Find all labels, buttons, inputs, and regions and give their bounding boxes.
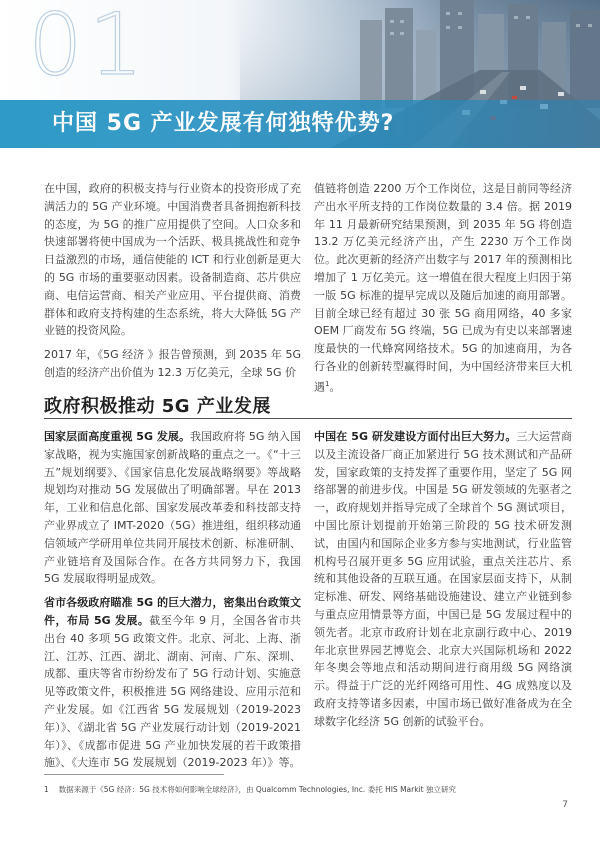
intro-paragraph-2: 2017 年，《5G 经济 》报告曾预测，到 2035 年 5G 创造的经济产出价值为 12.3 万亿美元，全球 5G 价 — [44, 348, 301, 379]
intro-right-column — [314, 180, 572, 402]
intro-paragraph-3-text: 值链将创造 2200 万个工作岗位，这是目前同等经济产出水平所支持的工作岗位数量的 3.4 倍。据 2019 年 11 月最新研究结果预测，到 2035 年 5G 将创造 13.2 万亿美元经济产出，产生 2230 万个工作岗位。此次更新的经济产出数字与 2017 年的预测相比增加了 1 万亿美元。这一增值在很大程度上归因于第一版 5G 标准的提早完成以及随后加速的商用部署。目前全球已经有超过 30 张 5G 商用网络，40 多家 OEM 厂商发布 5G 终端，5G 已成为有史以来部署速度最快的一代蜂窝网络技术。5G 的加速商用，为各行各业的创新转型赢得时间，为中国经济带来巨大机遇 — [314, 182, 572, 394]
section-paragraph-3-body: 三大运营商以及主流设备厂商正加紧进行 5G 技术测试和产品研发，国家政策的支持发挥了重要作用，坚定了 5G 网络部署的前进步伐。中国是 5G 研发领域的先驱者之一，政府规划并指导完成了全球首个 5G 测试项目，中国比原计划提前开始第三阶段的 5G 技术研发测试，由国内和国际企业多方参与实地测试，行业监管机构号召展开更多 5G 应用试验，重点关注芯片、系统和其他设备的互联互通。在国家层面支持下，从制定标准、研发、网络基础设施建设、建立产业链到参与重点应用情景等方面，中国已是 5G 发展过程中的领先者。北京市政府计划在北京副行政中心、2019 年北京世界园艺博览会、北京大兴国际机场和 2022 年冬奥会等地点和活动期间进行商用级 5G 网络演示。得益于广泛的光纤网络可用性、4G 成熟度以及政府支持等诸多因素，中国市场已做好准备成为在全球数字化经济 5G 创新的试验平台。 — [314, 430, 572, 728]
section-paragraph-1-body: 我国政府将 5G 纳入国家战略，视为实施国家创新战略的重点之一。《“十三五”规划纲要》、《国家信息化发展战略纲要》等战略规划均对推动 5G 发展做出了明确部署。早在 2013 年，工业和信息化部、国家发展改革委和科技部支持产业界成立了 IMT-2020（5G）推进组，组织移动通信领域产学研用单位共同开展技术创新、标准研制、产业链培育及国际合作。在各方共同努力下，我国 5G 发展取得明显成效。 — [44, 430, 301, 586]
footnote-text: 数据来源于《5G 经济：5G 技术将如何影响全球经济》，由 Qualcomm Technologies, Inc. 委托 HIS Markit 独立研究 — [58, 785, 456, 794]
section-paragraph-2 — [44, 594, 301, 772]
section-paragraph-2-body: 截至今年 9 月，全国各省市共出台 40 多项 5G 政策文件。北京、河北、上海、浙江、江苏、江西、湖北、湖南、河南、广东、深圳、成都、重庆等省市纷纷发布了 5G 行动计划、实施意见等政策文件，积极推进 5G 网络建设、应用示范和产业发展。如《江西省 5G 发展规划（2019-2023 年）》、《湖北省 5G 产业发展行动计划（2019-2021 年）》、《成都市促进 5G 产业加快发展的若干政策措施》、《大连市 5G 发展规划（2019-2023 年）》等。 — [44, 613, 301, 770]
footnote-number: 1 — [44, 785, 49, 794]
footnote-divider — [44, 774, 224, 775]
page-title: 中国 5G 产业发展有何独特优势? — [52, 111, 395, 136]
section-paragraph-3-lead: 中国在 5G 研发建设方面付出巨大努力。 — [314, 430, 517, 443]
intro-paragraph-3 — [314, 180, 572, 396]
section-paragraph-3 — [314, 428, 572, 731]
footnote-ref: 1 — [325, 379, 330, 388]
intro-paragraph-1: 在中国，政府的积极支持与行业资本的投资形成了充满活力的 5G 产业环境。中国消费者具备拥抱新科技的态度，为 5G 的推广应用提供了空间。人口众多和快速部署将使中国成为一个活跃、极具挑战性和竞争日益激烈的市场，通信使能的 ICT 和行业创新是更大的 5G 市场的重要驱动因素。设备制造商、芯片供应商、电信运营商、相关产业应用、平台提供商、消费群体和政府支持构建的生态系统，将大大降低 5G 产业链的投资风险。 — [44, 182, 301, 338]
page-number: 7 — [562, 800, 568, 810]
section-right-column — [314, 428, 572, 737]
section-paragraph-1-lead: 国家层面高度重视 5G 发展。 — [44, 430, 191, 443]
chapter-number: 01 — [28, 0, 150, 95]
intro-paragraph-3-end: 。 — [329, 380, 341, 394]
section-left-column — [44, 428, 301, 778]
header-banner — [0, 0, 600, 148]
section-paragraph-2-lead: 省市各级政府瞄准 5G 的巨大潜力，密集出台政策文件，布局 5G 发展。 — [44, 596, 301, 627]
section-heading: 政府积极推动 5G 产业发展 — [44, 396, 271, 417]
footnote — [44, 784, 456, 795]
section-paragraph-1 — [44, 428, 301, 588]
intro-left-column — [44, 180, 301, 388]
section-divider — [44, 418, 572, 419]
title-band — [0, 100, 600, 148]
